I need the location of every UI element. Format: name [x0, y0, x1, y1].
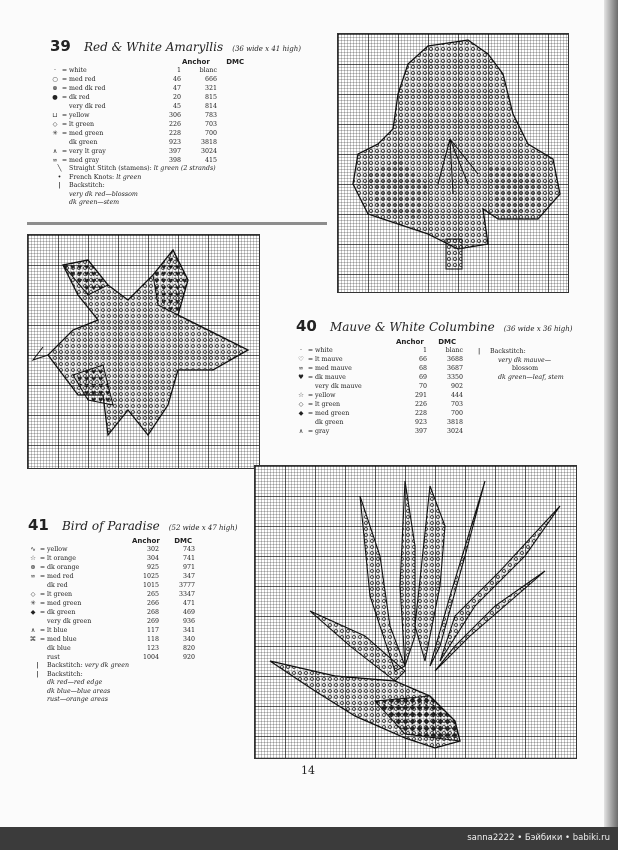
color-name: yellow — [47, 546, 68, 553]
color-name: dk red — [69, 94, 90, 101]
pattern-40-key — [296, 338, 463, 436]
symbol-icon: ☆ — [30, 555, 36, 562]
anchor-number: 268 — [146, 609, 159, 616]
color-name: dk green — [69, 139, 98, 146]
color-key-table — [50, 66, 217, 165]
backstitch-line: dk green—leaf, stem — [498, 373, 564, 381]
color-name: med red — [69, 76, 96, 83]
color-key-row — [28, 590, 195, 599]
backstitch-note: | Backstitch: — [50, 182, 244, 191]
anchor-number: 1015 — [142, 582, 159, 589]
color-name: dk green — [315, 419, 344, 426]
color-name: med green — [69, 130, 104, 137]
color-name: lt green — [315, 401, 341, 408]
color-key-row — [28, 572, 195, 581]
anchor-number: 70 — [418, 383, 427, 390]
color-key-row — [28, 554, 195, 563]
backstitch-icon: | — [58, 182, 61, 189]
equals-sign: = — [39, 609, 46, 616]
color-key-row — [28, 563, 195, 572]
color-name: very lt gray — [69, 148, 106, 155]
symbol-icon: ◇ — [52, 121, 58, 128]
pattern-size: (36 wide x 36 high) — [503, 325, 573, 333]
color-key-row — [50, 93, 217, 102]
pattern-39-title — [50, 36, 301, 55]
equals-sign: = — [307, 356, 314, 363]
color-key-row — [296, 427, 463, 436]
petal-shading — [153, 250, 188, 315]
equals-sign: = — [307, 428, 314, 435]
equals-sign: = — [61, 76, 68, 83]
dmc-number: 341 — [182, 627, 195, 634]
symbol-icon: ◆ — [30, 609, 36, 616]
color-key-row — [296, 409, 463, 418]
symbol-icon — [28, 653, 38, 662]
color-key-row — [296, 346, 463, 355]
color-key-row — [296, 373, 463, 382]
dmc-number: 471 — [182, 600, 195, 607]
symbol-icon: ● — [52, 94, 58, 101]
dmc-number: 3350 — [446, 374, 463, 381]
dmc-number: 920 — [182, 654, 195, 661]
symbol-icon — [50, 102, 60, 111]
equals-sign: = — [39, 564, 46, 571]
equals-sign: = — [39, 546, 46, 553]
color-key-row — [28, 653, 195, 662]
color-key-row — [296, 382, 463, 391]
symbol-icon: ◇ — [30, 591, 36, 598]
dmc-number: 3688 — [446, 356, 463, 363]
anchor-number: 69 — [418, 374, 427, 381]
color-key-row — [28, 635, 195, 644]
anchor-number: 304 — [146, 555, 159, 562]
color-key-row — [28, 581, 195, 590]
anchor-number: 925 — [146, 564, 159, 571]
color-key-row — [28, 617, 195, 626]
symbol-icon: ⊗ — [52, 85, 58, 92]
symbol-icon: ♡ — [298, 356, 304, 363]
symbol-icon: · — [53, 67, 56, 74]
dmc-number: blanc — [445, 347, 463, 354]
equals-sign: = — [39, 591, 46, 598]
pattern-name: Bird of Paradise — [61, 519, 160, 533]
french-knot-note: • French Knots: lt green — [50, 174, 244, 183]
dmc-number: blanc — [199, 67, 217, 74]
anchor-number: 306 — [168, 112, 181, 119]
color-key-table — [28, 545, 195, 662]
dmc-number: 902 — [450, 383, 463, 390]
color-name: yellow — [69, 112, 90, 119]
color-key-row — [50, 111, 217, 120]
equals-sign: = — [61, 157, 68, 164]
anchor-number: 66 — [418, 356, 427, 363]
pattern-name: Mauve & White Columbine — [329, 320, 495, 334]
straight-stitch-note: ╲ Straight Stitch (stamens): lt green (2 strands) — [50, 165, 244, 174]
columbine-motif — [28, 235, 259, 468]
pattern-name: Red & White Amaryllis — [83, 40, 224, 54]
equals-sign — [38, 644, 47, 653]
dmc-number: 3024 — [200, 148, 217, 155]
french-knot-icon: • — [57, 173, 62, 181]
color-key-row — [28, 599, 195, 608]
symbol-icon: ∞ — [30, 573, 36, 580]
color-name: med green — [47, 600, 82, 607]
anchor-number: 123 — [146, 645, 159, 652]
color-key-row — [50, 120, 217, 129]
color-name: very dk green — [47, 618, 92, 625]
dmc-number: 3687 — [446, 365, 463, 372]
dmc-number: 936 — [182, 618, 195, 625]
color-key-row — [50, 75, 217, 84]
footer-bar — [0, 827, 618, 850]
anchor-number: 1 — [176, 67, 181, 74]
color-name: lt green — [69, 121, 95, 128]
symbol-icon: ∞ — [298, 365, 304, 372]
anchor-number: 45 — [172, 103, 181, 110]
equals-sign — [306, 382, 315, 391]
anchor-number: 269 — [146, 618, 159, 625]
dmc-number: 820 — [182, 645, 195, 652]
equals-sign: = — [307, 365, 314, 372]
anchor-number: 923 — [414, 419, 427, 426]
color-key-row — [296, 355, 463, 364]
chart-41-grid — [254, 465, 577, 759]
color-name: dk mauve — [315, 374, 346, 381]
equals-sign: = — [307, 401, 314, 408]
equals-sign: = — [61, 94, 68, 101]
dmc-header: DMC — [438, 338, 457, 346]
dmc-number: 340 — [182, 636, 195, 643]
equals-sign — [38, 581, 47, 590]
backstitch-line: dk red—red edge — [47, 679, 103, 686]
dmc-number: 347 — [182, 573, 195, 580]
dmc-header: DMC — [174, 537, 193, 545]
color-key-row — [296, 391, 463, 400]
color-name: very dk red — [69, 103, 106, 110]
anchor-number: 68 — [418, 365, 427, 372]
equals-sign — [306, 418, 315, 427]
pattern-number: 41 — [28, 516, 49, 534]
color-key-row — [28, 545, 195, 554]
symbol-icon: ∞ — [52, 157, 58, 164]
dmc-number: 971 — [182, 564, 195, 571]
symbol-icon — [296, 418, 306, 427]
equals-sign: = — [61, 121, 68, 128]
color-key-table — [296, 346, 463, 436]
anchor-number: 226 — [414, 401, 427, 408]
dmc-number: 469 — [182, 609, 195, 616]
anchor-number: 1025 — [142, 573, 159, 580]
equals-sign: = — [39, 600, 46, 607]
watermark-credit: sanna2222 • Бэйбики • babiki.ru — [467, 833, 610, 843]
equals-sign: = — [61, 148, 68, 155]
color-name: dk red — [47, 582, 68, 589]
equals-sign — [38, 653, 47, 662]
anchor-number: 1004 — [142, 654, 159, 661]
equals-sign: = — [39, 636, 46, 643]
equals-sign: = — [61, 67, 68, 74]
equals-sign: = — [39, 627, 46, 634]
color-name: dk blue — [47, 645, 71, 652]
symbol-icon: ○ — [52, 76, 58, 83]
color-name: dk green — [47, 609, 76, 616]
equals-sign: = — [307, 374, 314, 381]
pattern-size: (52 wide x 47 high) — [168, 524, 238, 532]
chart-39-grid — [337, 33, 569, 293]
chart-40-grid — [27, 234, 260, 469]
dmc-number: 815 — [204, 94, 217, 101]
color-name: lt blue — [47, 627, 68, 634]
color-name: dk orange — [47, 564, 80, 571]
backstitch-line: very dk red—blossom — [69, 190, 138, 198]
equals-sign: = — [61, 130, 68, 137]
symbol-icon: ∧ — [298, 428, 304, 435]
color-name: lt green — [47, 591, 73, 598]
stem — [33, 347, 48, 360]
dmc-header: DMC — [226, 58, 245, 66]
backstitch-line: blossom — [512, 365, 539, 372]
backstitch-note: | Backstitch: very dk green — [28, 662, 195, 671]
backstitch-line: dk green—stem — [69, 199, 120, 206]
anchor-number: 20 — [172, 94, 181, 101]
equals-sign: = — [61, 85, 68, 92]
anchor-header: Anchor — [396, 338, 424, 346]
dmc-number: 741 — [182, 555, 195, 562]
equals-sign: = — [307, 410, 314, 417]
pattern-39-key — [50, 58, 244, 208]
backstitch-line: dk blue—blue areas — [47, 687, 111, 695]
symbol-icon — [28, 644, 38, 653]
anchor-number: 923 — [168, 139, 181, 146]
color-name: med gray — [69, 157, 100, 164]
color-key-row — [296, 418, 463, 427]
dmc-number: 444 — [450, 392, 463, 399]
dmc-number: 3347 — [178, 591, 195, 598]
pattern-40-backstitch — [478, 348, 564, 382]
amaryllis-motif — [338, 34, 568, 292]
straight-stitch-icon: ╲ — [57, 165, 62, 172]
pattern-number: 39 — [50, 37, 71, 55]
color-key-row — [28, 626, 195, 635]
pattern-40-title — [296, 316, 572, 335]
symbol-icon: ⊛ — [30, 564, 36, 571]
color-key-row — [50, 102, 217, 111]
dmc-number: 415 — [204, 157, 217, 164]
color-name: med green — [315, 410, 350, 417]
symbol-icon: ⊔ — [52, 112, 58, 119]
color-key-row — [28, 608, 195, 617]
equals-sign: = — [307, 392, 314, 399]
equals-sign: = — [39, 573, 46, 580]
anchor-header: Anchor — [132, 537, 160, 545]
anchor-number: 47 — [172, 85, 181, 92]
symbol-icon: · — [299, 347, 302, 354]
color-name: med dk red — [69, 85, 106, 92]
anchor-number: 266 — [146, 600, 159, 607]
page-number: 14 — [301, 764, 315, 777]
symbol-icon: ☆ — [298, 392, 304, 399]
backstitch-icon: | — [36, 662, 39, 669]
backstitch-note: | Backstitch: — [28, 671, 195, 680]
dmc-number: 666 — [204, 76, 217, 83]
dmc-number: 3024 — [446, 428, 463, 435]
color-name: white — [69, 67, 87, 74]
color-key-row — [50, 156, 217, 165]
anchor-number: 397 — [168, 148, 181, 155]
color-key-row — [50, 66, 217, 75]
color-name: white — [315, 347, 333, 354]
color-key-row — [50, 84, 217, 93]
anchor-number: 1 — [422, 347, 427, 354]
dmc-number: 321 — [204, 85, 217, 92]
color-key-row — [28, 644, 195, 653]
anchor-number: 265 — [146, 591, 159, 598]
dmc-number: 3818 — [446, 419, 463, 426]
equals-sign: = — [307, 347, 314, 354]
color-key-row — [50, 129, 217, 138]
leaves — [310, 481, 560, 681]
blossom-shape — [353, 40, 560, 249]
color-key-row — [296, 364, 463, 373]
color-key-row — [296, 400, 463, 409]
anchor-number: 226 — [168, 121, 181, 128]
symbol-icon — [50, 138, 60, 147]
dmc-number: 783 — [204, 112, 217, 119]
anchor-number: 302 — [146, 546, 159, 553]
equals-sign — [60, 102, 69, 111]
equals-sign — [38, 617, 47, 626]
anchor-number: 228 — [414, 410, 427, 417]
anchor-number: 117 — [146, 627, 159, 634]
symbol-icon: ◆ — [298, 410, 304, 417]
symbol-icon — [296, 382, 306, 391]
backstitch-label: Backstitch: — [490, 348, 526, 355]
dmc-number: 703 — [450, 401, 463, 408]
anchor-number: 397 — [414, 428, 427, 435]
backstitch-line: very dk mauve— — [498, 356, 552, 364]
dmc-number: 743 — [182, 546, 195, 553]
equals-sign: = — [39, 555, 46, 562]
symbol-icon: ♥ — [298, 374, 304, 381]
symbol-icon: ◇ — [298, 401, 304, 408]
symbol-icon: ⌘ — [29, 636, 37, 643]
backstitch-line: rust—orange areas — [47, 696, 108, 703]
color-name: lt orange — [47, 555, 76, 562]
color-name: lt mauve — [315, 356, 343, 363]
color-name: very dk mauve — [315, 383, 362, 390]
symbol-icon — [28, 617, 38, 626]
symbol-icon: ∧ — [52, 148, 58, 155]
anchor-number: 118 — [146, 636, 159, 643]
equals-sign — [60, 138, 69, 147]
color-name: yellow — [315, 392, 336, 399]
anchor-number: 398 — [168, 157, 181, 164]
pattern-size: (36 wide x 41 high) — [232, 45, 301, 53]
color-name: med blue — [47, 636, 77, 643]
symbol-icon — [28, 581, 38, 590]
symbol-icon: ✳ — [52, 130, 58, 137]
dmc-number: 703 — [204, 121, 217, 128]
dmc-number: 3777 — [178, 582, 195, 589]
pattern-41-title — [28, 515, 238, 534]
anchor-number: 228 — [168, 130, 181, 137]
dmc-number: 700 — [450, 410, 463, 417]
symbol-icon: ∧ — [30, 627, 36, 634]
backstitch-icon: | — [478, 348, 481, 355]
color-name: rust — [47, 654, 60, 661]
anchor-header: Anchor — [182, 58, 210, 66]
anchor-number: 46 — [172, 76, 181, 83]
page-edge — [604, 0, 618, 850]
pattern-41-key — [28, 537, 195, 705]
backstitch-icon: | — [36, 670, 39, 678]
color-name: med red — [47, 573, 74, 580]
pattern-number: 40 — [296, 317, 317, 335]
color-name: med mauve — [315, 365, 352, 372]
dmc-number: 814 — [204, 103, 217, 110]
symbol-icon: ✳ — [30, 600, 36, 607]
section-divider — [27, 222, 327, 225]
dmc-number: 3818 — [200, 139, 217, 146]
stem — [446, 239, 462, 269]
dmc-number: 700 — [204, 130, 217, 137]
anchor-number: 291 — [414, 392, 427, 399]
equals-sign: = — [61, 112, 68, 119]
color-name: gray — [315, 428, 330, 435]
color-key-row — [50, 138, 217, 147]
color-key-row — [50, 147, 217, 156]
bird-of-paradise-motif — [255, 466, 576, 758]
symbol-icon: ∿ — [30, 546, 36, 553]
